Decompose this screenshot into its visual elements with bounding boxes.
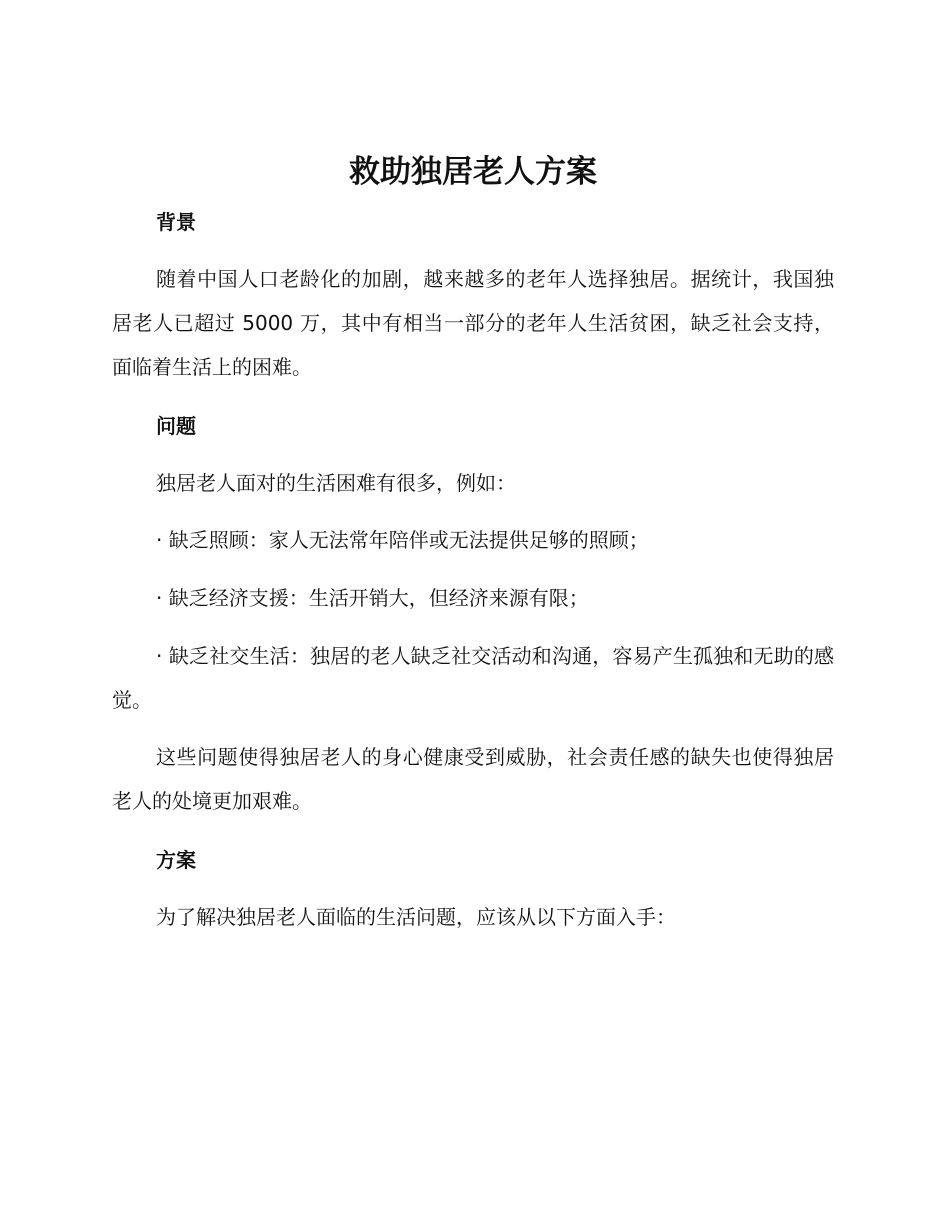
document-title: 救助独居老人方案: [349, 154, 597, 190]
problem-item-economic: · 缺乏经济支援：生活开销大，但经济来源有限；: [156, 586, 589, 610]
problem-conclusion: 这些问题使得独居老人的身心健康受到威胁，社会责任感的缺失也使得独居老人的处境更加艰难。: [112, 745, 834, 813]
problem-item-social: · 缺乏社交生活：独居的老人缺乏社交活动和沟通，容易产生孤独和无助的感觉。: [112, 644, 834, 712]
section-heading-background: 背景: [156, 210, 196, 234]
plan-intro: 为了解决独居老人面临的生活问题，应该从以下方面入手：: [156, 905, 676, 929]
section-heading-problem: 问题: [156, 414, 196, 438]
problem-intro: 独居老人面对的生活困难有很多，例如：: [156, 471, 516, 495]
section-heading-plan: 方案: [156, 848, 196, 872]
background-paragraph: 随着中国人口老龄化的加剧，越来越多的老年人选择独居。据统计，我国独居老人已超过 5000 万，其中有相当一部分的老年人生活贫困，缺乏社会支持，面临着生活上的困难。: [112, 267, 834, 379]
problem-item-care: · 缺乏照顾：家人无法常年陪伴或无法提供足够的照顾；: [156, 528, 649, 552]
